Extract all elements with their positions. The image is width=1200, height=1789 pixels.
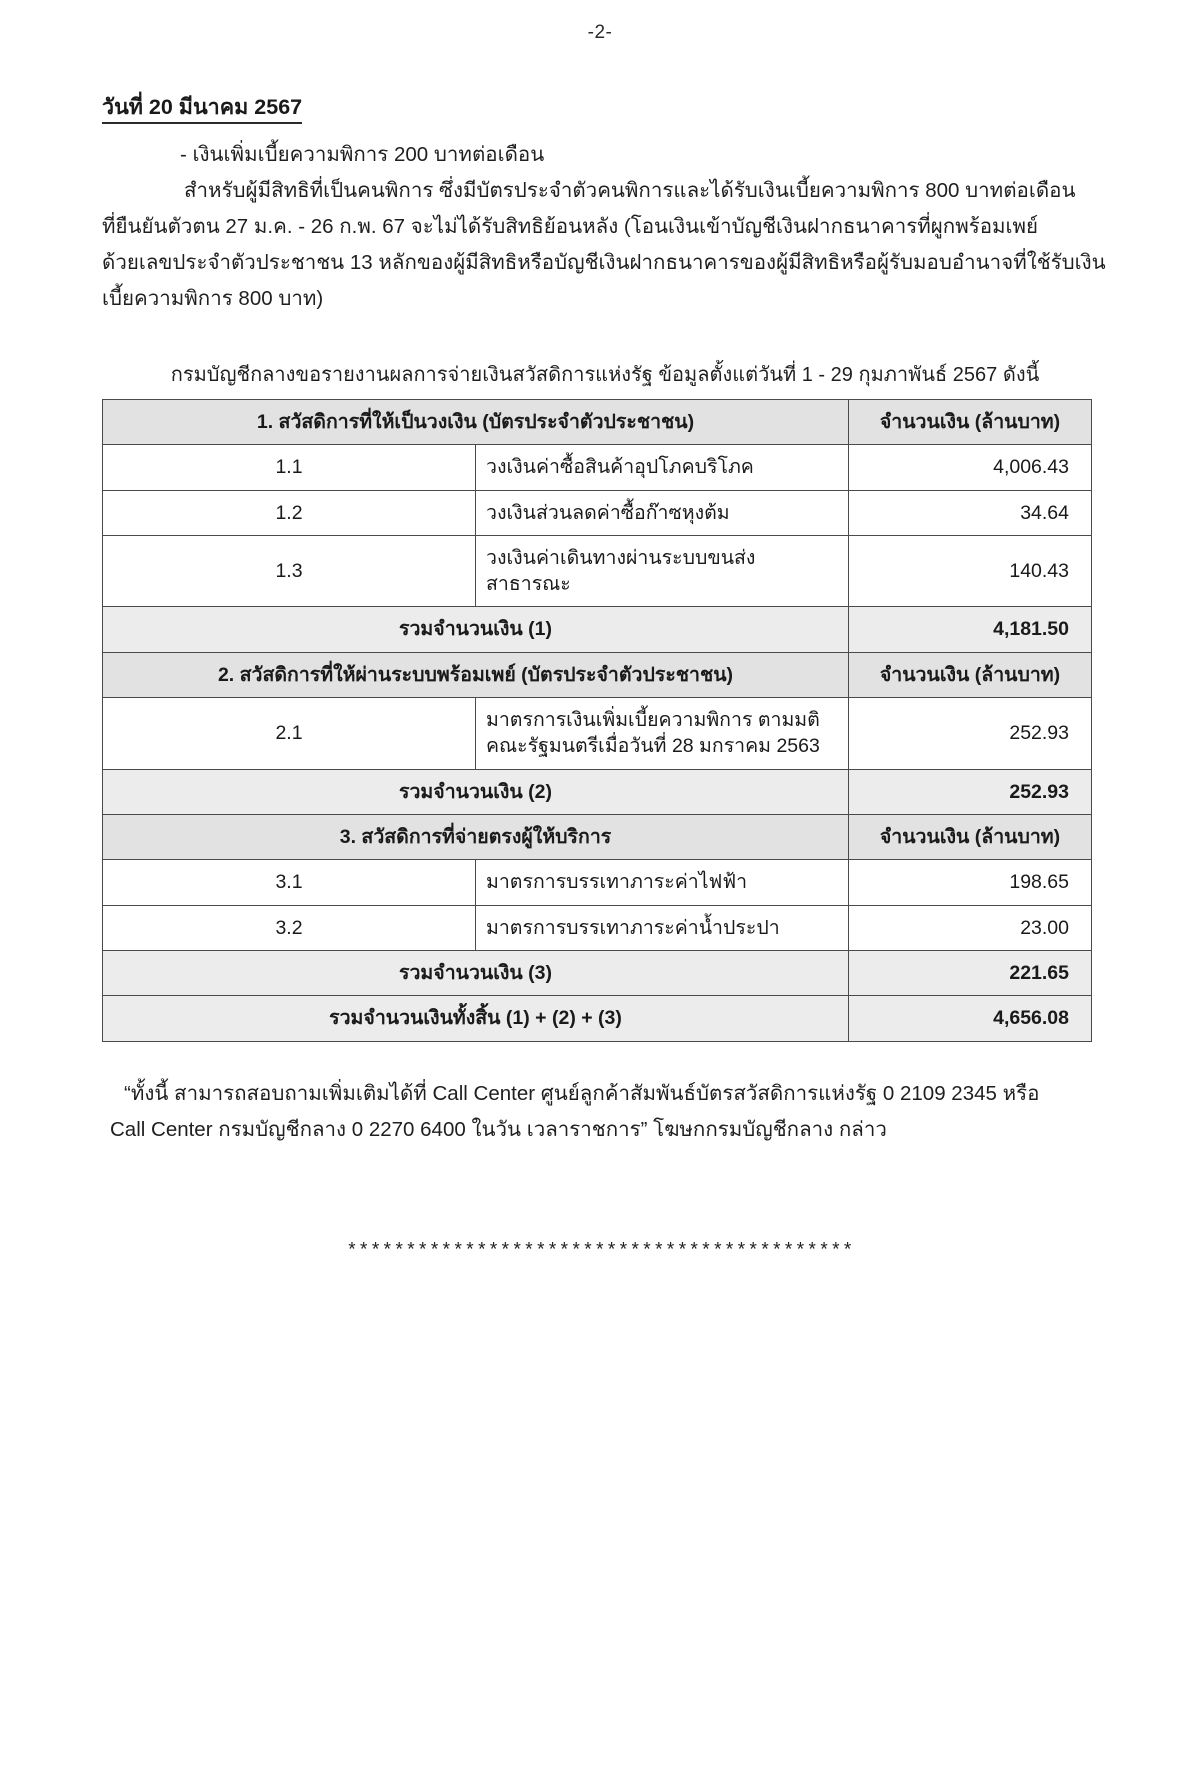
table-row [103,860,1092,905]
table-section-header [103,815,1092,860]
row-index: 1.3 [103,535,476,607]
row-index: 3.1 [103,860,476,905]
page-number: -2- [587,22,613,43]
section-3-title: 3. สวัสดิการที่จ่ายตรงผู้ให้บริการ [103,815,849,860]
row-label: วงเงินค่าเดินทางผ่านระบบขนส่งสาธารณะ [476,535,849,607]
table-intro-line: กรมบัญชีกลางขอรายงานผลการจ่ายเงินสวัสดิการแห่งรัฐ ข้อมูลตั้งแต่วันที่ 1 - 29 กุมภาพันธ์ 2567 ดังนี้ [170,363,1040,386]
row-amount: 140.43 [849,535,1092,607]
paragraph-line-2: ที่ยืนยันตัวตน 27 ม.ค. - 26 ก.พ. 67 จะไม่ได้รับสิทธิย้อนหลัง (โอนเงินเข้าบัญชีเงินฝากธนาคารที่ผูกพร้อมเพย์ [102,214,1039,238]
row-label: วงเงินค่าซื้อสินค้าอุปโภคบริโภค [476,445,849,490]
row-amount: 34.64 [849,490,1092,535]
section-3-total-row [103,950,1092,995]
table-section-header [103,399,1092,444]
asterisk-separator: ******************************************* [346,1239,854,1262]
row-label: วงเงินส่วนลดค่าซื้อก๊าซหุงต้ม [476,490,849,535]
table-row [103,698,1092,770]
row-amount: 198.65 [849,860,1092,905]
contact-footer [110,1076,1100,1148]
row-index: 3.2 [103,905,476,950]
row-index: 1.1 [103,445,476,490]
welfare-payment-table [102,399,1092,1042]
section-3-amount-header: จำนวนเงิน (ล้านบาท) [849,815,1092,860]
document-page [70,0,1130,1262]
paragraph-line-3: ด้วยเลขประจำตัวประชาชน 13 หลักของผู้มีสิทธิหรือบัญชีเงินฝากธนาคารของผู้มีสิทธิหรือผู้รับมอบอำนาจที่ใช้รับเงิน [102,250,1106,274]
section-3-total-label: รวมจำนวนเงิน (3) [103,950,849,995]
section-1-total-row [103,607,1092,652]
grand-total-label: รวมจำนวนเงินทั้งสิ้น (1) + (2) + (3) [103,996,849,1041]
intro-body-text [102,137,1108,317]
row-amount: 23.00 [849,905,1092,950]
section-2-title: 2. สวัสดิการที่ให้ผ่านระบบพร้อมเพย์ (บัตรประจำตัวประชาชน) [103,652,849,697]
section-3-total-amount: 221.65 [849,950,1092,995]
row-index: 1.2 [103,490,476,535]
section-2-total-amount: 252.93 [849,769,1092,814]
table-section-header [103,652,1092,697]
section-2-total-row [103,769,1092,814]
table-row [103,490,1092,535]
grand-total-row [103,996,1092,1041]
section-2-amount-header: จำนวนเงิน (ล้านบาท) [849,652,1092,697]
row-label: มาตรการบรรเทาภาระค่าไฟฟ้า [476,860,849,905]
date-heading: วันที่ 20 มีนาคม 2567 [102,94,302,124]
paragraph-line-4: เบี้ยความพิการ 800 บาท) [102,286,324,310]
footer-line-2: Call Center กรมบัญชีกลาง 0 2270 6400 ในวัน เวลาราชการ” โฆษกกรมบัญชีกลาง กล่าว [110,1117,887,1141]
paragraph-line-1: สำหรับผู้มีสิทธิที่เป็นคนพิการ ซึ่งมีบัตรประจำตัวคนพิการและได้รับเงินเบี้ยความพิการ 800 บาทต่อเดือน [184,178,1076,202]
section-1-amount-header: จำนวนเงิน (ล้านบาท) [849,399,1092,444]
footer-line-1: “ทั้งนี้ สามารถสอบถามเพิ่มเติมได้ที่ Call Center ศูนย์ลูกค้าสัมพันธ์บัตรสวัสดิการแห่งรัฐ 0 2109 2345 หรือ [124,1081,1040,1105]
row-amount: 252.93 [849,698,1092,770]
table-row [103,535,1092,607]
date-heading-wrap [70,44,1130,124]
bullet-line: - เงินเพิ่มเบี้ยความพิการ 200 บาทต่อเดือน [180,142,545,166]
section-2-total-label: รวมจำนวนเงิน (2) [103,769,849,814]
table-row [103,445,1092,490]
section-1-total-amount: 4,181.50 [849,607,1092,652]
section-1-total-label: รวมจำนวนเงิน (1) [103,607,849,652]
row-label: มาตรการบรรเทาภาระค่าน้ำประปา [476,905,849,950]
grand-total-amount: 4,656.08 [849,996,1092,1041]
row-index: 2.1 [103,698,476,770]
row-amount: 4,006.43 [849,445,1092,490]
section-1-title: 1. สวัสดิการที่ให้เป็นวงเงิน (บัตรประจำตัวประชาชน) [103,399,849,444]
table-row [103,905,1092,950]
row-label: มาตรการเงินเพิ่มเบี้ยความพิการ ตามมติคณะรัฐมนตรีเมื่อวันที่ 28 มกราคม 2563 [476,698,849,770]
